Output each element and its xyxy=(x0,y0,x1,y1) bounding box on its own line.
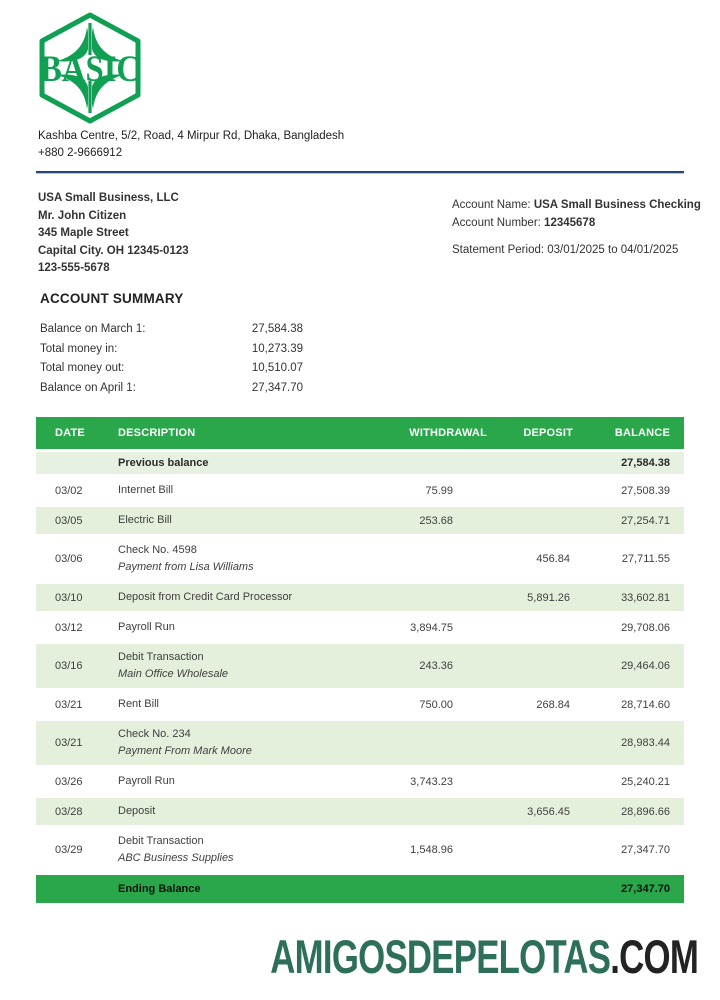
customer-address-block xyxy=(38,190,189,278)
footer-watermark xyxy=(270,929,698,984)
transaction-balance: 29,464.06 xyxy=(585,644,684,688)
transaction-description-main: Deposit xyxy=(118,805,156,817)
table-row xyxy=(36,477,684,504)
customer-name: Mr. John Citizen xyxy=(38,209,127,222)
transaction-deposit xyxy=(500,644,585,688)
bank-address-line: Kashba Centre, 5/2, Road, 4 Mirpur Rd, Dhaka, Bangladesh xyxy=(38,130,345,142)
transaction-description xyxy=(100,477,390,504)
logo-wordmark: BASIC xyxy=(40,49,140,90)
transaction-description xyxy=(100,537,390,581)
header-description: DESCRIPTION xyxy=(100,417,390,449)
transaction-deposit: 456.84 xyxy=(536,553,570,565)
summary-label: Balance on March 1: xyxy=(40,323,146,335)
transaction-withdrawal xyxy=(390,537,500,581)
header-date: DATE xyxy=(36,417,100,449)
transaction-description xyxy=(100,584,390,611)
transaction-balance: 33,602.81 xyxy=(585,584,684,611)
ending-balance-label: Ending Balance xyxy=(100,875,390,903)
previous-balance-withdrawal xyxy=(390,452,500,474)
transaction-description-main: Debit Transaction xyxy=(118,651,204,663)
transaction-description xyxy=(100,798,390,825)
transaction-description-note: Payment from Lisa Williams xyxy=(118,561,254,573)
table-row xyxy=(36,768,684,795)
transaction-deposit xyxy=(500,477,585,504)
transaction-withdrawal xyxy=(390,721,500,765)
account-info-block xyxy=(452,197,701,260)
transaction-withdrawal xyxy=(390,798,500,825)
transaction-withdrawal: 3,743.23 xyxy=(410,775,453,788)
transaction-date: 03/16 xyxy=(36,644,100,688)
transaction-deposit xyxy=(500,721,585,765)
transaction-date: 03/21 xyxy=(55,698,83,711)
transaction-description xyxy=(100,768,390,795)
statement-period-label: Statement Period: xyxy=(452,244,548,256)
transaction-date: 03/21 xyxy=(36,721,100,765)
transaction-description-main: Deposit from Credit Card Processor xyxy=(118,591,293,603)
account-name-value: USA Small Business Checking xyxy=(533,199,701,211)
table-row xyxy=(36,614,684,641)
transaction-description-note: Main Office Wholesale xyxy=(118,668,229,680)
previous-balance-deposit xyxy=(500,452,585,474)
table-row xyxy=(36,828,684,872)
transaction-deposit xyxy=(500,614,585,641)
transaction-balance: 28,714.60 xyxy=(621,698,670,711)
transaction-date: 03/06 xyxy=(55,553,83,565)
statement-period-line xyxy=(452,242,701,260)
transaction-balance: 27,508.39 xyxy=(621,484,670,497)
previous-balance-amount: 27,584.38 xyxy=(585,452,684,474)
transaction-withdrawal: 253.68 xyxy=(390,507,500,534)
account-name-line xyxy=(452,197,701,215)
transaction-withdrawal: 750.00 xyxy=(419,698,453,711)
bank-phone: +880 2-9666912 xyxy=(38,147,123,159)
account-number-label: Account Number: xyxy=(452,216,545,229)
account-number-value: 12345678 xyxy=(544,216,596,229)
transaction-date: 03/02 xyxy=(55,484,83,497)
transaction-description-note: Payment From Mark Moore xyxy=(118,745,252,757)
transaction-date: 03/12 xyxy=(55,621,83,634)
previous-balance-date xyxy=(36,452,100,474)
transaction-description xyxy=(100,507,390,534)
transaction-description-main: Debit Transaction xyxy=(118,835,204,847)
header-divider xyxy=(36,171,684,174)
bank-address-block xyxy=(38,128,344,162)
transaction-description-main: Check No. 234 xyxy=(118,728,191,740)
basic-bank-logo xyxy=(35,12,145,124)
transaction-date: 03/05 xyxy=(36,507,100,534)
transaction-description xyxy=(100,691,390,718)
summary-label: Balance on April 1: xyxy=(40,381,136,394)
previous-balance-row xyxy=(36,452,684,474)
customer-city: Capital City. OH 12345-0123 xyxy=(38,244,189,257)
customer-company: USA Small Business, LLC xyxy=(38,192,179,204)
account-summary-title: ACCOUNT SUMMARY xyxy=(40,291,184,306)
transaction-withdrawal: 243.36 xyxy=(390,644,500,688)
transaction-description-main: Electric Bill xyxy=(118,514,172,526)
transaction-deposit: 3,656.45 xyxy=(500,798,585,825)
transaction-deposit: 268.84 xyxy=(536,698,570,711)
header-deposit: DEPOSIT xyxy=(500,417,585,449)
transaction-balance: 29,708.06 xyxy=(621,621,670,634)
ending-balance-withdrawal xyxy=(390,875,500,903)
summary-row xyxy=(40,340,303,360)
transaction-balance: 28,896.66 xyxy=(585,798,684,825)
transaction-description-main: Internet Bill xyxy=(118,484,174,496)
transactions-header xyxy=(36,417,684,449)
transaction-balance: 27,347.70 xyxy=(621,844,670,856)
summary-value: 27,347.70 xyxy=(251,381,303,394)
transaction-withdrawal: 1,548.96 xyxy=(410,844,453,856)
table-row xyxy=(36,798,684,825)
previous-balance-label: Previous balance xyxy=(100,452,390,474)
summary-value: 27,584.38 xyxy=(251,323,303,335)
transaction-date: 03/29 xyxy=(55,844,83,856)
transaction-description xyxy=(100,644,390,688)
summary-row xyxy=(40,359,303,379)
transaction-balance: 27,254.71 xyxy=(585,507,684,534)
summary-label: Total money out: xyxy=(40,362,125,374)
transaction-withdrawal: 75.99 xyxy=(425,484,453,497)
ending-balance-date xyxy=(36,875,100,903)
statement-period-value: 03/01/2025 to 04/01/2025 xyxy=(547,244,679,256)
summary-value: 10,273.39 xyxy=(251,342,303,355)
transaction-description-main: Check No. 4598 xyxy=(118,544,197,556)
transaction-date: 03/10 xyxy=(36,584,100,611)
summary-label: Total money in: xyxy=(40,342,118,355)
ending-balance-row xyxy=(36,875,684,903)
table-row xyxy=(36,644,684,688)
header-withdrawal: WITHDRAWAL xyxy=(390,417,500,449)
transaction-deposit: 5,891.26 xyxy=(500,584,585,611)
table-row xyxy=(36,537,684,581)
transaction-description xyxy=(100,828,390,872)
table-row xyxy=(36,691,684,718)
transaction-description xyxy=(100,614,390,641)
account-name-label: Account Name: xyxy=(452,199,534,211)
transaction-withdrawal: 3,894.75 xyxy=(410,621,453,634)
summary-row xyxy=(40,379,303,399)
transaction-description-note: ABC Business Supplies xyxy=(118,852,234,864)
ending-balance-amount: 27,347.70 xyxy=(585,875,684,903)
transactions-body xyxy=(36,452,684,903)
transaction-deposit xyxy=(500,507,585,534)
transaction-date: 03/28 xyxy=(36,798,100,825)
customer-phone: 123-555-5678 xyxy=(38,262,110,274)
summary-value: 10,510.07 xyxy=(251,362,303,374)
account-summary-table xyxy=(40,320,303,398)
summary-row xyxy=(40,320,303,340)
table-row xyxy=(36,721,684,765)
customer-street: 345 Maple Street xyxy=(38,227,129,239)
transaction-description xyxy=(100,721,390,765)
transaction-description-main: Rent Bill xyxy=(118,698,159,710)
table-row xyxy=(36,507,684,534)
transaction-deposit xyxy=(500,768,585,795)
account-number-line xyxy=(452,215,701,233)
transaction-balance: 27,711.55 xyxy=(621,553,670,565)
transaction-balance: 28,983.44 xyxy=(585,721,684,765)
footer-brand-name: AMIGOSDEPELOTAS xyxy=(270,930,611,983)
transaction-date: 03/26 xyxy=(55,775,83,788)
transaction-description-main: Payroll Run xyxy=(118,775,175,787)
transaction-deposit xyxy=(500,828,585,872)
footer-brand-tld: .COM xyxy=(610,930,698,983)
transaction-balance: 25,240.21 xyxy=(621,775,670,788)
ending-balance-deposit xyxy=(500,875,585,903)
header-balance: BALANCE xyxy=(585,417,684,449)
table-row xyxy=(36,584,684,611)
transactions-header-row xyxy=(36,417,684,449)
transaction-withdrawal xyxy=(390,584,500,611)
transactions-table xyxy=(36,414,684,906)
transaction-description-main: Payroll Run xyxy=(118,621,175,633)
